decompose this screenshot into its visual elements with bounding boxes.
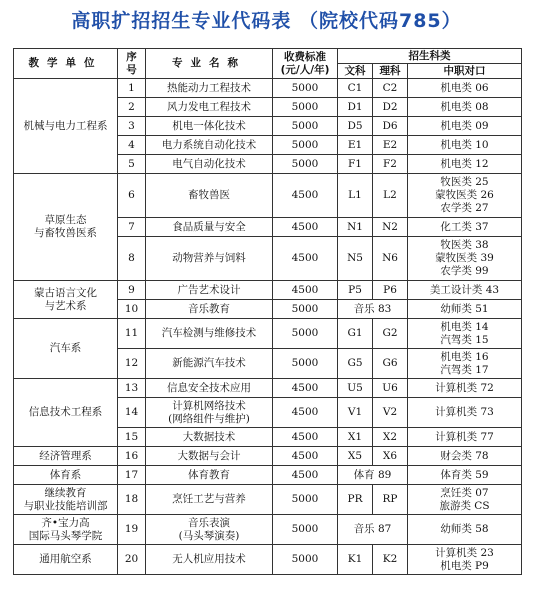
wenke-code-cell: V1 (338, 398, 373, 428)
table-row (14, 319, 522, 349)
major-cell: 烹饪工艺与营养 (146, 485, 273, 515)
fee-cell: 4500 (273, 398, 338, 428)
fee-cell: 5000 (273, 136, 338, 155)
vocational-cell: 牧医类 25 蒙牧医类 26 农学类 27 (408, 174, 522, 218)
seq-cell: 18 (118, 485, 146, 515)
vocational-cell: 机电类 10 (408, 136, 522, 155)
unit-cell: 体育系 (14, 466, 118, 485)
major-cell: 音乐教育 (146, 300, 273, 319)
table-row (14, 379, 522, 398)
vocational-cell: 机电类 14 汽驾类 15 (408, 319, 522, 349)
seq-cell: 16 (118, 447, 146, 466)
table-row (14, 485, 522, 515)
header-fee: 收费标准 (元/人/年) (273, 49, 338, 79)
header-wenke: 文科 (338, 64, 373, 79)
like-code-cell: G2 (373, 319, 408, 349)
seq-cell: 1 (118, 79, 146, 98)
header-category-group: 招生科类 (338, 49, 522, 64)
wenke-code-cell: N5 (338, 237, 373, 281)
seq-cell: 4 (118, 136, 146, 155)
seq-cell: 5 (118, 155, 146, 174)
vocational-cell: 财会类 78 (408, 447, 522, 466)
like-code-cell: G6 (373, 349, 408, 379)
header-vocational: 中职对口 (408, 64, 522, 79)
vocational-cell: 计算机类 23 机电类 P9 (408, 545, 522, 575)
seq-cell: 9 (118, 281, 146, 300)
fee-cell: 5000 (273, 300, 338, 319)
unit-cell: 通用航空系 (14, 545, 118, 575)
like-code-cell: X6 (373, 447, 408, 466)
unit-cell: 继续教育 与职业技能培训部 (14, 485, 118, 515)
wenke-code-cell: L1 (338, 174, 373, 218)
wenke-code-cell: N1 (338, 218, 373, 237)
seq-cell: 14 (118, 398, 146, 428)
like-code-cell: F2 (373, 155, 408, 174)
seq-cell: 17 (118, 466, 146, 485)
vocational-cell: 计算机类 77 (408, 428, 522, 447)
vocational-cell: 计算机类 73 (408, 398, 522, 428)
wenke-code-cell: G5 (338, 349, 373, 379)
major-cell: 无人机应用技术 (146, 545, 273, 575)
header-like: 理科 (373, 64, 408, 79)
major-cell: 电气自动化技术 (146, 155, 273, 174)
unit-cell: 齐•宝力高 国际马头琴学院 (14, 515, 118, 545)
major-cell: 体育教育 (146, 466, 273, 485)
fee-cell: 5000 (273, 349, 338, 379)
wenke-code-cell: C1 (338, 79, 373, 98)
major-cell: 动物营养与饲料 (146, 237, 273, 281)
like-code-cell: D2 (373, 98, 408, 117)
vocational-cell: 烹饪类 07 旅游类 CS (408, 485, 522, 515)
wenke-code-cell: G1 (338, 319, 373, 349)
like-code-cell: P6 (373, 281, 408, 300)
like-code-cell: E2 (373, 136, 408, 155)
fee-cell: 5000 (273, 545, 338, 575)
header-major: 专业名称 (146, 49, 273, 79)
vocational-cell: 机电类 09 (408, 117, 522, 136)
table-row (14, 466, 522, 485)
fee-cell: 4500 (273, 428, 338, 447)
vocational-cell: 美工设计类 43 (408, 281, 522, 300)
unit-cell: 信息技术工程系 (14, 379, 118, 447)
fee-cell: 5000 (273, 117, 338, 136)
major-cell: 广告艺术设计 (146, 281, 273, 300)
major-cell: 大数据技术 (146, 428, 273, 447)
vocational-cell: 机电类 12 (408, 155, 522, 174)
vocational-cell: 幼师类 51 (408, 300, 522, 319)
fee-cell: 4500 (273, 379, 338, 398)
vocational-cell: 幼师类 58 (408, 515, 522, 545)
table-row (14, 174, 522, 218)
seq-cell: 13 (118, 379, 146, 398)
major-cell: 汽车检测与维修技术 (146, 319, 273, 349)
fee-cell: 5000 (273, 515, 338, 545)
major-cell: 音乐表演 (马头琴演奏) (146, 515, 273, 545)
fee-cell: 4500 (273, 281, 338, 300)
like-code-cell: D6 (373, 117, 408, 136)
fee-cell: 5000 (273, 485, 338, 515)
table-row (14, 447, 522, 466)
unit-cell: 机械与电力工程系 (14, 79, 118, 174)
fee-cell: 5000 (273, 79, 338, 98)
like-code-cell: C2 (373, 79, 408, 98)
wenke-code-cell: X1 (338, 428, 373, 447)
like-code-cell: X2 (373, 428, 408, 447)
like-code-cell: N2 (373, 218, 408, 237)
seq-cell: 6 (118, 174, 146, 218)
wenke-code-cell: D5 (338, 117, 373, 136)
seq-cell: 11 (118, 319, 146, 349)
merged-code-cell: 音乐 83 (338, 300, 408, 319)
wenke-code-cell: E1 (338, 136, 373, 155)
vocational-cell: 牧医类 38 蒙牧医类 39 农学类 99 (408, 237, 522, 281)
wenke-code-cell: F1 (338, 155, 373, 174)
fee-cell: 4500 (273, 447, 338, 466)
like-code-cell: N6 (373, 237, 408, 281)
merged-code-cell: 体育 89 (338, 466, 408, 485)
seq-cell: 20 (118, 545, 146, 575)
wenke-code-cell: P5 (338, 281, 373, 300)
seq-cell: 2 (118, 98, 146, 117)
fee-cell: 4500 (273, 174, 338, 218)
seq-cell: 19 (118, 515, 146, 545)
fee-cell: 5000 (273, 319, 338, 349)
seq-cell: 3 (118, 117, 146, 136)
fee-cell: 4500 (273, 218, 338, 237)
page-title: 高职扩招招生专业代码表 （院校代码785） (71, 10, 462, 32)
table-row (14, 79, 522, 98)
merged-code-cell: 音乐 87 (338, 515, 408, 545)
vocational-cell: 机电类 16 汽驾类 17 (408, 349, 522, 379)
major-cell: 信息安全技术应用 (146, 379, 273, 398)
major-cell: 新能源汽车技术 (146, 349, 273, 379)
seq-cell: 15 (118, 428, 146, 447)
vocational-cell: 体育类 59 (408, 466, 522, 485)
seq-cell: 10 (118, 300, 146, 319)
like-code-cell: K2 (373, 545, 408, 575)
seq-cell: 12 (118, 349, 146, 379)
wenke-code-cell: D1 (338, 98, 373, 117)
unit-cell: 汽车系 (14, 319, 118, 379)
like-code-cell: L2 (373, 174, 408, 218)
fee-cell: 5000 (273, 155, 338, 174)
vocational-cell: 计算机类 72 (408, 379, 522, 398)
header-unit: 教学单位 (14, 49, 118, 79)
major-code-table (13, 48, 522, 575)
fee-cell: 4500 (273, 466, 338, 485)
major-cell: 热能动力工程技术 (146, 79, 273, 98)
fee-cell: 5000 (273, 98, 338, 117)
major-cell: 电力系统自动化技术 (146, 136, 273, 155)
major-cell: 食品质量与安全 (146, 218, 273, 237)
wenke-code-cell: U5 (338, 379, 373, 398)
wenke-code-cell: X5 (338, 447, 373, 466)
like-code-cell: U6 (373, 379, 408, 398)
seq-cell: 7 (118, 218, 146, 237)
table-row (14, 281, 522, 300)
table-row (14, 545, 522, 575)
major-cell: 计算机网络技术 (网络组件与维护) (146, 398, 273, 428)
like-code-cell: V2 (373, 398, 408, 428)
unit-cell: 经济管理系 (14, 447, 118, 466)
vocational-cell: 机电类 08 (408, 98, 522, 117)
major-cell: 风力发电工程技术 (146, 98, 273, 117)
seq-cell: 8 (118, 237, 146, 281)
major-cell: 畜牧兽医 (146, 174, 273, 218)
wenke-code-cell: PR (338, 485, 373, 515)
major-cell: 大数据与会计 (146, 447, 273, 466)
unit-cell: 草原生态 与畜牧兽医系 (14, 174, 118, 281)
header-seq: 序 号 (118, 49, 146, 79)
fee-cell: 4500 (273, 237, 338, 281)
wenke-code-cell: K1 (338, 545, 373, 575)
unit-cell: 蒙古语言文化 与艺术系 (14, 281, 118, 319)
vocational-cell: 化工类 37 (408, 218, 522, 237)
like-code-cell: RP (373, 485, 408, 515)
table-row (14, 515, 522, 545)
vocational-cell: 机电类 06 (408, 79, 522, 98)
header-row (14, 49, 522, 64)
major-cell: 机电一体化技术 (146, 117, 273, 136)
